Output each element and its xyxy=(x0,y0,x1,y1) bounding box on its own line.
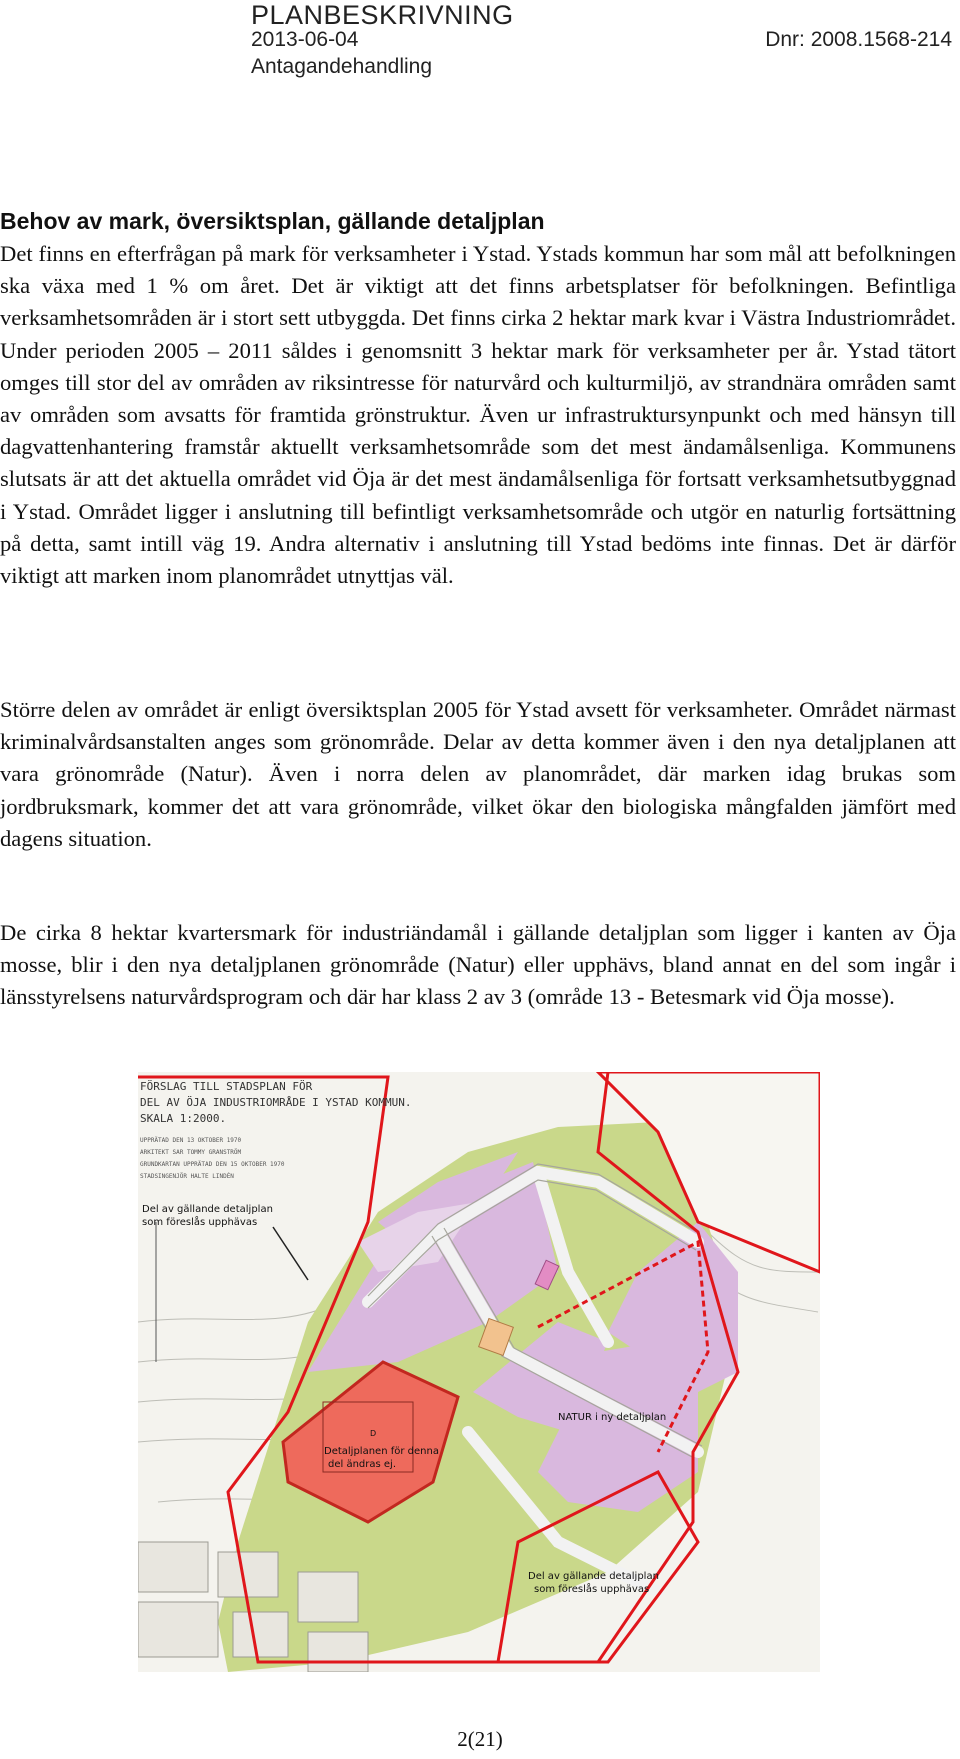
label-upphavs-1-line-2: som föreslås upphävas xyxy=(142,1217,258,1228)
body-paragraph: Det finns en efterfrågan på mark för verksamheter i Ystad. Ystads kommun har som mål att befolkningen ska växa med 1 % om året. Det är viktigt att det finns arbetsplatser för befolkningen. Befintliga verksamhetsområden är i stort sett utbyggda. Det finns cirka 2 hektar mark kvar i Västra Industriområdet. Under perioden 2005 – 2011 såldes i genomsnitt 3 hektar mark för verksamheter per år. Ystad tätort omges till stor del av områden av riksintresse för naturvård och kulturmiljö, av strandnära områden samt av områden som avsatts för framtida grönstruktur. Även ur infrastruktursynpunkt och med hänsyn till dagvattenhantering framstår aktuellt verksamhetsområde som det mest ändamålsenliga. Kommunens slutsats är att det aktuella området vid Öja är det mest ändamålsenliga för fortsatt verksamhetsutbyggnad i Ystad. Området ligger i anslutning till befintligt verksamhetsområde och utgör en naturlig fortsättning på detta, samt intill väg 19. Andra alternativ i anslutning till Ystad bedöms inte finnas. Det är därför viktigt att marken inom planområdet utnyttjas väl. xyxy=(0,241,956,589)
map-note-3: GRUNDKARTAN UPPRÄTAD DEN 15 OKTOBER 1970 xyxy=(140,1161,285,1168)
label-natur: NATUR i ny detaljplan xyxy=(558,1412,667,1423)
section-heading: Behov av mark, översiktsplan, gällande detaljplan xyxy=(0,208,545,234)
map-title-line-2: DEL AV ÖJA INDUSTRIOMRÅDE I YSTAD KOMMUN. xyxy=(140,1096,412,1109)
map-note-4: STADSINGENJÖR HALTE LINDÉN xyxy=(140,1173,234,1180)
label-upphavs-2-line-2: som föreslås upphävas xyxy=(534,1584,650,1595)
document-date: 2013-06-04 xyxy=(251,28,359,51)
label-upphavs-1-line-1: Del av gällande detaljplan xyxy=(142,1204,273,1215)
page-number: 2(21) xyxy=(457,1727,503,1751)
plan-map xyxy=(138,1072,820,1672)
map-note-2: ARKITEKT SAR TOMMY GRANSTRÖM xyxy=(140,1149,242,1156)
map-title-line-3: SKALA 1:2000. xyxy=(140,1112,227,1125)
document-status: Antagandehandling xyxy=(251,55,433,78)
plan-map-figure xyxy=(138,1072,820,1672)
label-upphavs-2-line-1: Del av gällande detaljplan xyxy=(528,1571,659,1582)
map-title-line-1: FÖRSLAG TILL STADSPLAN FÖR xyxy=(140,1080,313,1093)
label-andras-line-1: Detaljplanen för denna xyxy=(324,1446,439,1457)
map-note-1: UPPRÄTAD DEN 13 OKTOBER 1970 xyxy=(140,1137,242,1144)
document-number: Dnr: 2008.1568-214 xyxy=(765,28,952,51)
body-paragraph: De cirka 8 hektar kvartersmark för industriändamål i gällande detaljplan som ligger i kanten av Öja mosse, blir i den nya detaljplanen grönområde (Natur) eller upphävs, bland annat en del som ingår i länsstyrelsens naturvårdsprogram och där har klass 2 av 3 (område 13 - Betesmark vid Öja mosse). xyxy=(0,920,956,1010)
label-andras-line-2: del ändras ej. xyxy=(328,1459,397,1470)
document-type: PLANBESKRIVNING xyxy=(251,0,514,30)
plot-label: D xyxy=(370,1429,377,1438)
body-paragraph: Större delen av området är enligt översiktsplan 2005 för Ystad avsett för verksamheter. Området närmast kriminalvårdsanstalten anges som grönområde. Delar av detta kommer även i den nya detaljplanen att vara grönområde (Natur). Även i norra delen av planområdet, där marken idag brukas som jordbruksmark, kommer det att vara grönområde, vilket ökar den biologiska mångfalden jämfört med dagens situation. xyxy=(0,697,956,851)
